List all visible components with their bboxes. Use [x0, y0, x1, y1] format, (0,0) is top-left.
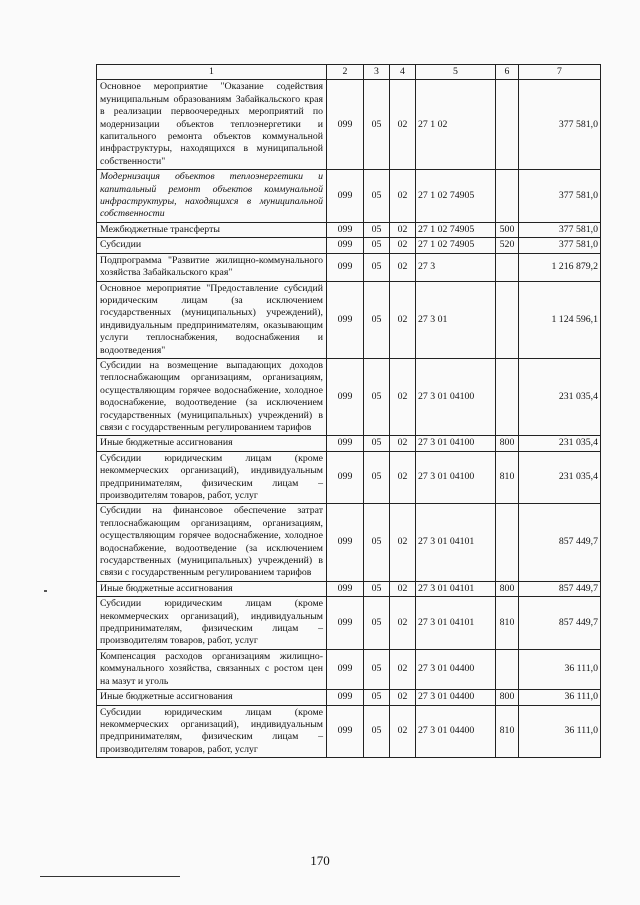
table-row: [97, 504, 601, 581]
cell-col2: 099: [327, 358, 364, 435]
cell-col7: 231 035,4: [519, 451, 601, 504]
cell-col7: 377 581,0: [519, 170, 601, 223]
cell-col6: [496, 649, 519, 689]
header-cell: 7: [519, 65, 601, 80]
cell-col7: 231 035,4: [519, 358, 601, 435]
item-name: Иные бюджетные ассигнования: [97, 581, 327, 596]
cell-col5: 27 3 01 04100: [416, 358, 496, 435]
cell-col2: 099: [327, 690, 364, 705]
cell-col3: 05: [364, 238, 390, 253]
cell-col6: 800: [496, 690, 519, 705]
table-row: [97, 170, 601, 223]
header-row: [97, 65, 601, 80]
cell-col7: 857 449,7: [519, 597, 601, 650]
cell-col5: 27 1 02: [416, 80, 496, 170]
cell-col6: [496, 281, 519, 358]
cell-col5: 27 1 02 74905: [416, 170, 496, 223]
cell-col3: 05: [364, 170, 390, 223]
cell-col6: [496, 504, 519, 581]
cell-col3: 05: [364, 690, 390, 705]
cell-col2: 099: [327, 597, 364, 650]
cell-col7: 857 449,7: [519, 581, 601, 596]
item-name: Субсидии: [97, 238, 327, 253]
item-name: Иные бюджетные ассигнования: [97, 690, 327, 705]
table-row: [97, 705, 601, 758]
cell-col2: 099: [327, 705, 364, 758]
cell-col4: 02: [390, 690, 416, 705]
cell-col6: 810: [496, 705, 519, 758]
cell-col5: 27 1 02 74905: [416, 238, 496, 253]
cell-col2: 099: [327, 170, 364, 223]
cell-col2: 099: [327, 253, 364, 281]
cell-col4: 02: [390, 504, 416, 581]
table-row: [97, 649, 601, 689]
budget-table: [96, 64, 601, 758]
cell-col6: [496, 80, 519, 170]
cell-col3: 05: [364, 222, 390, 237]
table-row: [97, 80, 601, 170]
cell-col7: 36 111,0: [519, 649, 601, 689]
cell-col4: 02: [390, 597, 416, 650]
cell-col2: 099: [327, 80, 364, 170]
item-name: Субсидии на возмещение выпадающих доходов теплоснабжающим организациям, организациям, осуществляющим горячее водоснабжение, холодное водоснабжение, водоотведение (за исключением государственных (муниципальных) учреждений) в связи с государственным регулированием тарифов: [97, 358, 327, 435]
cell-col5: 27 3 01 04100: [416, 451, 496, 504]
cell-col4: 02: [390, 436, 416, 451]
cell-col7: 857 449,7: [519, 504, 601, 581]
cell-col4: 02: [390, 170, 416, 223]
item-name: Субсидии юридическим лицам (кроме некоммерческих организаций), индивидуальным предпринимателям, физическим лицам – производителям товаров, работ, услуг: [97, 705, 327, 758]
cell-col5: 27 3 01 04100: [416, 436, 496, 451]
cell-col3: 05: [364, 451, 390, 504]
cell-col3: 05: [364, 281, 390, 358]
cell-col6: 800: [496, 581, 519, 596]
table-row: [97, 238, 601, 253]
cell-col4: 02: [390, 222, 416, 237]
cell-col5: 27 3 01 04101: [416, 504, 496, 581]
cell-col3: 05: [364, 253, 390, 281]
cell-col7: 36 111,0: [519, 690, 601, 705]
cell-col2: 099: [327, 451, 364, 504]
table-row: [97, 281, 601, 358]
cell-col6: [496, 358, 519, 435]
cell-col7: 1 216 879,2: [519, 253, 601, 281]
cell-col5: 27 3 01 04400: [416, 705, 496, 758]
cell-col6: [496, 253, 519, 281]
cell-col7: 377 581,0: [519, 80, 601, 170]
item-name: Основное мероприятие "Предоставление субсидий юридическим лицам (за исключением государственных (муниципальных) учреждений), индивидуальным предпринимателям, оказывающим услуги теплоснабжения, водоснабжения и водоотведения": [97, 281, 327, 358]
item-name: Субсидии юридическим лицам (кроме некоммерческих организаций), индивидуальным предпринимателям, физическим лицам – производителям товаров, работ, услуг: [97, 597, 327, 650]
table-row: [97, 222, 601, 237]
header-cell: 4: [390, 65, 416, 80]
header-cell: 5: [416, 65, 496, 80]
cell-col2: 099: [327, 649, 364, 689]
table-row: [97, 436, 601, 451]
table-row: [97, 358, 601, 435]
cell-col6: 520: [496, 238, 519, 253]
cell-col6: [496, 170, 519, 223]
cell-col6: 500: [496, 222, 519, 237]
table-row: [97, 451, 601, 504]
item-name: Иные бюджетные ассигнования: [97, 436, 327, 451]
cell-col4: 02: [390, 358, 416, 435]
cell-col3: 05: [364, 436, 390, 451]
cell-col4: 02: [390, 238, 416, 253]
table-row: [97, 690, 601, 705]
cell-col4: 02: [390, 581, 416, 596]
footnote-divider: [40, 876, 180, 877]
item-name: Субсидии на финансовое обеспечение затрат теплоснабжающим организациям, организациям, осуществляющим горячее водоснабжение, холодное водоснабжение, водоотведение (за исключением государственных (муниципальных) учреждений) в связи с государственным регулированием тарифов: [97, 504, 327, 581]
cell-col4: 02: [390, 281, 416, 358]
cell-col6: 810: [496, 451, 519, 504]
header-cell: 1: [97, 65, 327, 80]
cell-col5: 27 1 02 74905: [416, 222, 496, 237]
cell-col5: 27 3 01 04101: [416, 581, 496, 596]
cell-col4: 02: [390, 705, 416, 758]
cell-col5: 27 3 01 04400: [416, 690, 496, 705]
header-cell: 3: [364, 65, 390, 80]
cell-col7: 377 581,0: [519, 222, 601, 237]
item-name: Компенсация расходов организациям жилищно-коммунального хозяйства, связанных с ростом цен на мазут и уголь: [97, 649, 327, 689]
table-row: [97, 597, 601, 650]
item-name: Основное мероприятие "Оказание содействия муниципальным образованиям Забайкальского края в реализации первоочередных мероприятий по модернизации объектов теплоэнергетики и капитального ремонта объектов коммунальной инфраструктуры, находящихся в муниципальной собственности": [97, 80, 327, 170]
cell-col4: 02: [390, 649, 416, 689]
cell-col5: 27 3: [416, 253, 496, 281]
table-row: [97, 253, 601, 281]
cell-col2: 099: [327, 504, 364, 581]
page-number: 170: [310, 853, 330, 868]
cell-col7: 377 581,0: [519, 238, 601, 253]
cell-col6: 800: [496, 436, 519, 451]
item-name: Модернизация объектов теплоэнергетики и капитальный ремонт объектов коммунальной инфраструктуры, находящихся в муниципальной собственности: [97, 170, 327, 223]
item-name: Межбюджетные трансферты: [97, 222, 327, 237]
table-row: [97, 581, 601, 596]
cell-col3: 05: [364, 581, 390, 596]
cell-col5: 27 3 01 04400: [416, 649, 496, 689]
item-name: Субсидии юридическим лицам (кроме некоммерческих организаций), индивидуальным предпринимателям, физическим лицам – производителям товаров, работ, услуг: [97, 451, 327, 504]
cell-col5: 27 3 01: [416, 281, 496, 358]
cell-col3: 05: [364, 649, 390, 689]
cell-col3: 05: [364, 597, 390, 650]
cell-col2: 099: [327, 222, 364, 237]
header-cell: 6: [496, 65, 519, 80]
cell-col6: 810: [496, 597, 519, 650]
cell-col2: 099: [327, 281, 364, 358]
cell-col2: 099: [327, 581, 364, 596]
cell-col5: 27 3 01 04101: [416, 597, 496, 650]
cell-col4: 02: [390, 451, 416, 504]
cell-col3: 05: [364, 504, 390, 581]
cell-col2: 099: [327, 238, 364, 253]
header-cell: 2: [327, 65, 364, 80]
cell-col4: 02: [390, 80, 416, 170]
cell-col3: 05: [364, 705, 390, 758]
cell-col2: 099: [327, 436, 364, 451]
cell-col4: 02: [390, 253, 416, 281]
cell-col3: 05: [364, 358, 390, 435]
cell-col3: 05: [364, 80, 390, 170]
item-name: Подпрограмма "Развитие жилищно-коммунального хозяйства Забайкальского края": [97, 253, 327, 281]
cell-col7: 231 035,4: [519, 436, 601, 451]
scan-speck: [44, 590, 47, 592]
cell-col7: 1 124 596,1: [519, 281, 601, 358]
cell-col7: 36 111,0: [519, 705, 601, 758]
